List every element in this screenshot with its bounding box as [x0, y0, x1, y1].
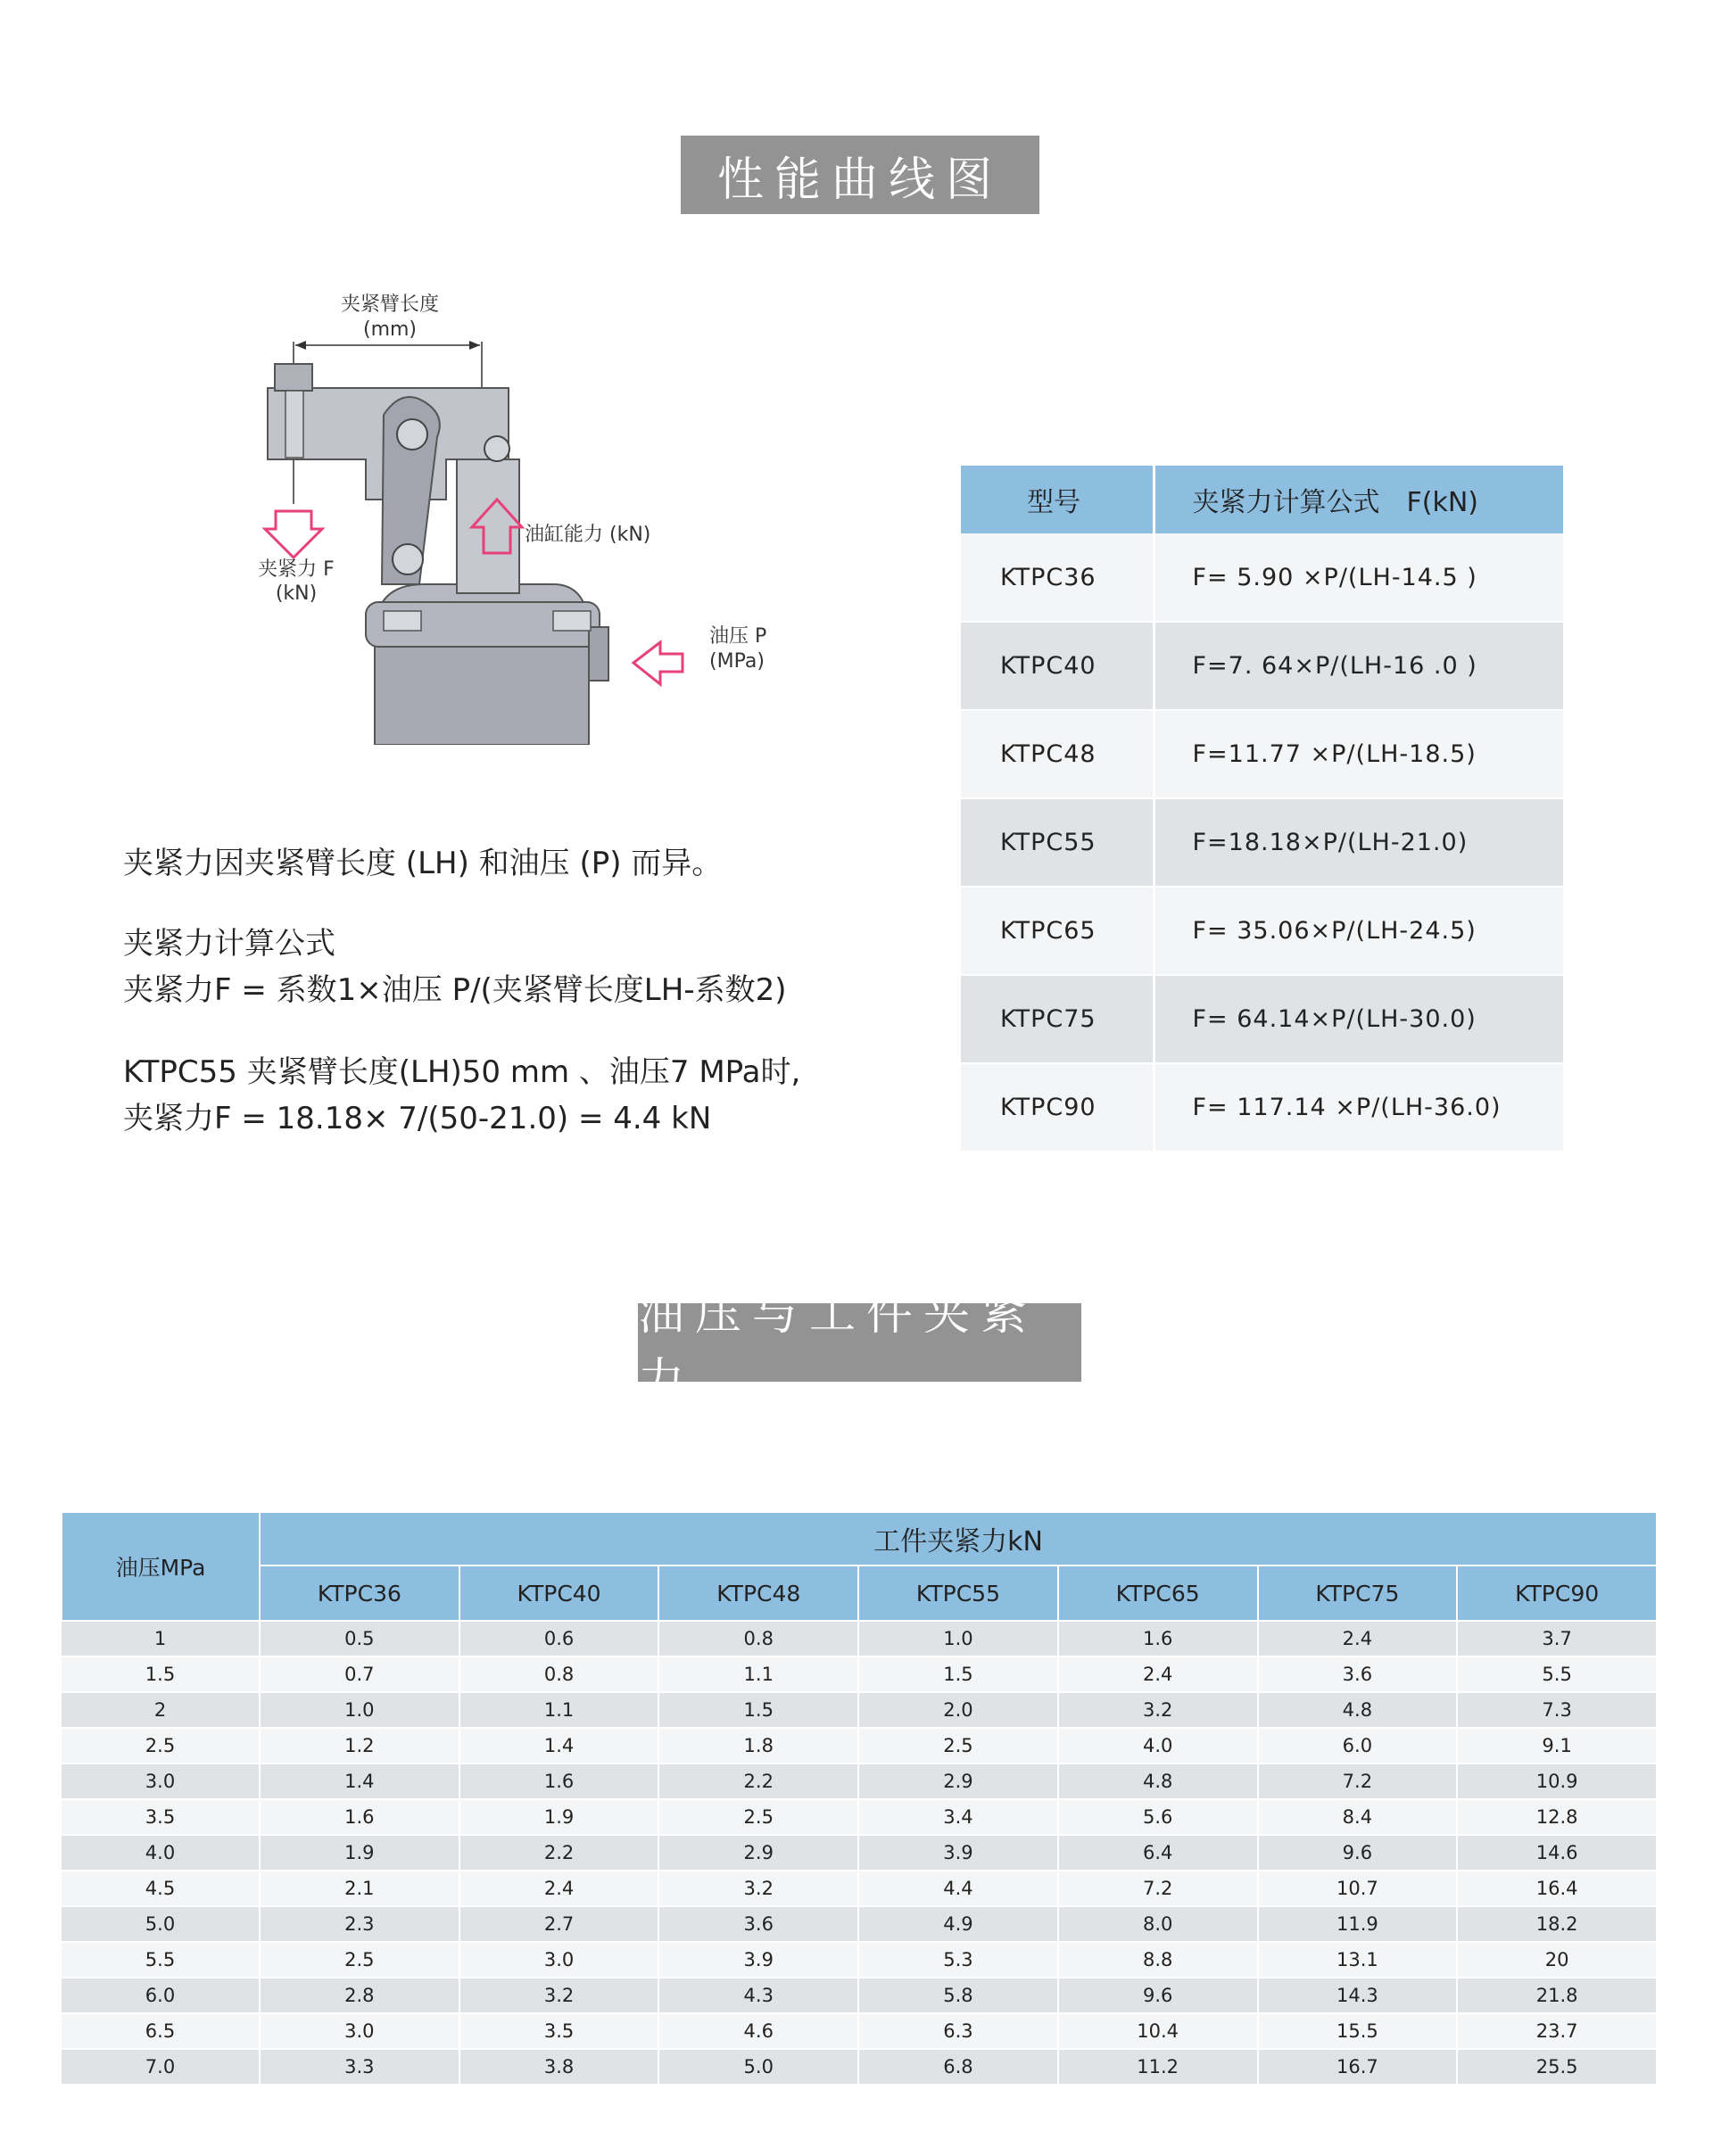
example-line-1: KTPC55 夹紧臂长度(LH)50 mm 、油压7 MPa时,	[123, 1054, 801, 1090]
force-cell: 5.5	[1457, 1656, 1657, 1692]
dimension-arrow-left	[295, 341, 306, 350]
force-cell: 3.2	[658, 1871, 858, 1906]
pressure-cell: 3.5	[62, 1799, 260, 1835]
formula-cell: F=11.77 ×P/(LH-18.5)	[1154, 710, 1563, 798]
pressure-cell: 3.0	[62, 1764, 260, 1799]
pressure-unit: (MPa)	[709, 650, 765, 673]
header-model-ktpc40: KTPC40	[459, 1565, 659, 1621]
table-row	[62, 2049, 1657, 2085]
formula-table-row	[961, 798, 1563, 887]
force-cell: 8.8	[1058, 1942, 1258, 1978]
model-cell: KTPC75	[961, 975, 1154, 1063]
description-text: 夹紧力因夹紧臂长度 (LH) 和油压 (P) 而异。	[123, 846, 723, 881]
table-row	[62, 1799, 1657, 1835]
force-cell: 1.0	[260, 1692, 459, 1728]
pressure-cell: 7.0	[62, 2049, 260, 2085]
force-cell: 3.7	[1457, 1621, 1657, 1656]
force-cell: 4.4	[858, 1871, 1058, 1906]
slot-left	[384, 611, 421, 631]
force-cell: 1.6	[260, 1799, 459, 1835]
force-cell: 11.9	[1258, 1906, 1458, 1942]
pressure-cell: 5.5	[62, 1942, 260, 1978]
clamp-force-table	[61, 1511, 1658, 2086]
header-model-ktpc55: KTPC55	[858, 1565, 1058, 1621]
clamp-force-arrow	[265, 511, 322, 558]
table-row	[62, 1871, 1657, 1906]
pressure-cell: 2	[62, 1692, 260, 1728]
force-cell: 15.5	[1258, 2013, 1458, 2049]
formula-heading: 夹紧力计算公式	[123, 926, 335, 962]
force-cell: 0.6	[459, 1621, 659, 1656]
force-cell: 2.5	[858, 1728, 1058, 1764]
force-cell: 4.8	[1258, 1692, 1458, 1728]
example-line-2: 夹紧力F = 18.18× 7/(50-21.0) = 4.4 kN	[123, 1101, 712, 1136]
formula-block	[123, 921, 786, 1013]
force-cell: 2.9	[858, 1764, 1058, 1799]
clamp-force-unit: (kN)	[275, 582, 318, 605]
header-model: 型号	[961, 466, 1154, 533]
force-table-group-row	[62, 1512, 1657, 1565]
pressure-cell: 4.0	[62, 1835, 260, 1871]
table-row	[62, 1621, 1657, 1656]
table-row	[62, 1835, 1657, 1871]
force-cell: 1.0	[858, 1621, 1058, 1656]
header-model-ktpc65: KTPC65	[1058, 1565, 1258, 1621]
force-cell: 20	[1457, 1942, 1657, 1978]
force-cell: 10.7	[1258, 1871, 1458, 1906]
pressure-arrow	[633, 642, 683, 684]
model-cell: KTPC40	[961, 622, 1154, 710]
force-cell: 3.3	[260, 2049, 459, 2085]
model-cell: KTPC48	[961, 710, 1154, 798]
dimension-arrow-right	[469, 341, 480, 350]
force-cell: 5.6	[1058, 1799, 1258, 1835]
force-cell: 6.0	[1258, 1728, 1458, 1764]
force-cell: 2.2	[658, 1764, 858, 1799]
force-cell: 0.5	[260, 1621, 459, 1656]
force-cell: 2.5	[658, 1799, 858, 1835]
pin-top	[397, 419, 427, 450]
force-cell: 21.8	[1457, 1978, 1657, 2013]
force-cell: 10.9	[1457, 1764, 1657, 1799]
force-cell: 5.3	[858, 1942, 1058, 1978]
formula-table-row	[961, 887, 1563, 975]
formula-table-row	[961, 710, 1563, 798]
force-cell: 5.8	[858, 1978, 1058, 2013]
table-row	[62, 2013, 1657, 2049]
force-cell: 8.4	[1258, 1799, 1458, 1835]
force-cell: 1.5	[658, 1692, 858, 1728]
formula-expression: 夹紧力F = 系数1×油压 P/(夹紧臂长度LH-系数2)	[123, 972, 787, 1008]
pin-bottom	[393, 544, 423, 574]
header-pressure: 油压MPa	[62, 1512, 260, 1621]
force-cell: 1.9	[459, 1799, 659, 1835]
force-cell: 6.4	[1058, 1835, 1258, 1871]
header-model-ktpc36: KTPC36	[260, 1565, 459, 1621]
force-cell: 1.4	[260, 1764, 459, 1799]
formula-table-row	[961, 975, 1563, 1063]
force-cell: 3.2	[1058, 1692, 1258, 1728]
force-cell: 16.4	[1457, 1871, 1657, 1906]
force-cell: 5.0	[658, 2049, 858, 2085]
force-cell: 2.5	[260, 1942, 459, 1978]
force-cell: 6.3	[858, 2013, 1058, 2049]
force-cell: 16.7	[1258, 2049, 1458, 2085]
force-cell: 2.8	[260, 1978, 459, 2013]
pressure-label: 油压 P	[709, 625, 767, 648]
section-title-performance: 性能曲线图	[681, 136, 1039, 214]
force-cell: 0.7	[260, 1656, 459, 1692]
force-cell: 3.2	[459, 1978, 659, 2013]
formula-cell: F= 35.06×P/(LH-24.5)	[1154, 887, 1563, 975]
force-cell: 2.9	[658, 1835, 858, 1871]
force-cell: 1.1	[459, 1692, 659, 1728]
force-cell: 7.2	[1258, 1764, 1458, 1799]
force-cell: 4.6	[658, 2013, 858, 2049]
force-cell: 3.8	[459, 2049, 659, 2085]
force-cell: 1.8	[658, 1728, 858, 1764]
formula-table-header	[961, 466, 1563, 533]
pressure-cell: 5.0	[62, 1906, 260, 1942]
section-title-clamp-force: 油压与工件夹紧力	[638, 1303, 1081, 1382]
header-model-ktpc75: KTPC75	[1258, 1565, 1458, 1621]
header-clamp-force: 工件夹紧力kN	[260, 1512, 1657, 1565]
table-row	[62, 1656, 1657, 1692]
force-cell: 8.0	[1058, 1906, 1258, 1942]
arm-length-label: 夹紧臂长度	[340, 293, 440, 316]
formula-table-row	[961, 1063, 1563, 1152]
formula-table-row	[961, 533, 1563, 622]
arm-bolt	[286, 391, 303, 458]
force-cell: 1.4	[459, 1728, 659, 1764]
force-cell: 25.5	[1457, 2049, 1657, 2085]
model-cell: KTPC65	[961, 887, 1154, 975]
force-cell: 6.8	[858, 2049, 1058, 2085]
model-cell: KTPC55	[961, 798, 1154, 887]
pressure-cell: 1.5	[62, 1656, 260, 1692]
pressure-cell: 2.5	[62, 1728, 260, 1764]
force-cell: 3.9	[858, 1835, 1058, 1871]
force-table-model-row	[62, 1565, 1657, 1621]
force-cell: 1.2	[260, 1728, 459, 1764]
force-cell: 3.5	[459, 2013, 659, 2049]
table-row	[62, 1978, 1657, 2013]
pressure-cell: 6.0	[62, 1978, 260, 2013]
model-cell: KTPC90	[961, 1063, 1154, 1152]
formula-cell: F=18.18×P/(LH-21.0)	[1154, 798, 1563, 887]
force-cell: 12.8	[1457, 1799, 1657, 1835]
pressure-cell: 6.5	[62, 2013, 260, 2049]
force-cell: 1.9	[260, 1835, 459, 1871]
force-cell: 0.8	[658, 1621, 858, 1656]
force-cell: 2.2	[459, 1835, 659, 1871]
force-cell: 1.1	[658, 1656, 858, 1692]
force-cell: 1.6	[459, 1764, 659, 1799]
force-cell: 2.4	[1058, 1656, 1258, 1692]
force-cell: 3.0	[459, 1942, 659, 1978]
force-cell: 0.8	[459, 1656, 659, 1692]
model-cell: KTPC36	[961, 533, 1154, 622]
force-cell: 1.6	[1058, 1621, 1258, 1656]
force-cell: 7.3	[1457, 1692, 1657, 1728]
header-formula: 夹紧力计算公式 F(kN)	[1154, 466, 1563, 533]
table-row	[62, 1764, 1657, 1799]
force-cell: 14.3	[1258, 1978, 1458, 2013]
table-row	[62, 1728, 1657, 1764]
table-row	[62, 1906, 1657, 1942]
force-cell: 13.1	[1258, 1942, 1458, 1978]
clamp-diagram	[223, 281, 812, 745]
force-cell: 4.9	[858, 1906, 1058, 1942]
header-model-ktpc90: KTPC90	[1457, 1565, 1657, 1621]
force-cell: 14.6	[1457, 1835, 1657, 1871]
table-row	[62, 1942, 1657, 1978]
formula-cell: F= 117.14 ×P/(LH-36.0)	[1154, 1063, 1563, 1152]
formula-cell: F= 5.90 ×P/(LH-14.5 )	[1154, 533, 1563, 622]
force-cell: 4.0	[1058, 1728, 1258, 1764]
arm-bolt-head	[275, 364, 312, 391]
formula-table-row	[961, 622, 1563, 710]
force-cell: 18.2	[1457, 1906, 1657, 1942]
example-block	[123, 1049, 800, 1142]
force-cell: 3.9	[658, 1942, 858, 1978]
force-cell: 23.7	[1457, 2013, 1657, 2049]
force-cell: 3.6	[1258, 1656, 1458, 1692]
force-cell: 10.4	[1058, 2013, 1258, 2049]
force-cell: 9.6	[1258, 1835, 1458, 1871]
force-cell: 4.8	[1058, 1764, 1258, 1799]
force-cell: 2.4	[459, 1871, 659, 1906]
force-cell: 11.2	[1058, 2049, 1258, 2085]
pin-right	[484, 436, 509, 461]
force-cell: 2.4	[1258, 1621, 1458, 1656]
force-cell: 2.1	[260, 1871, 459, 1906]
slot-right	[553, 611, 591, 631]
pressure-cell: 4.5	[62, 1871, 260, 1906]
force-cell: 9.1	[1457, 1728, 1657, 1764]
force-cell: 2.0	[858, 1692, 1058, 1728]
clamp-force-label: 夹紧力 F	[258, 558, 335, 581]
force-cell: 4.3	[658, 1978, 858, 2013]
force-cell: 9.6	[1058, 1978, 1258, 2013]
force-cell: 2.7	[459, 1906, 659, 1942]
force-cell: 3.4	[858, 1799, 1058, 1835]
pressure-cell: 1	[62, 1621, 260, 1656]
force-cell: 2.3	[260, 1906, 459, 1942]
table-row	[62, 1692, 1657, 1728]
force-cell: 3.6	[658, 1906, 858, 1942]
arm-length-unit: (mm)	[362, 318, 418, 341]
port-block	[589, 627, 608, 681]
formula-cell: F=7. 64×P/(LH-16 .0 )	[1154, 622, 1563, 710]
cylinder-capacity-label: 油缸能力 (kN)	[525, 524, 651, 546]
header-model-ktpc48: KTPC48	[658, 1565, 858, 1621]
force-cell: 1.5	[858, 1656, 1058, 1692]
formula-cell: F= 64.14×P/(LH-30.0)	[1154, 975, 1563, 1063]
force-cell: 7.2	[1058, 1871, 1258, 1906]
formula-table	[961, 466, 1563, 1152]
force-cell: 3.0	[260, 2013, 459, 2049]
